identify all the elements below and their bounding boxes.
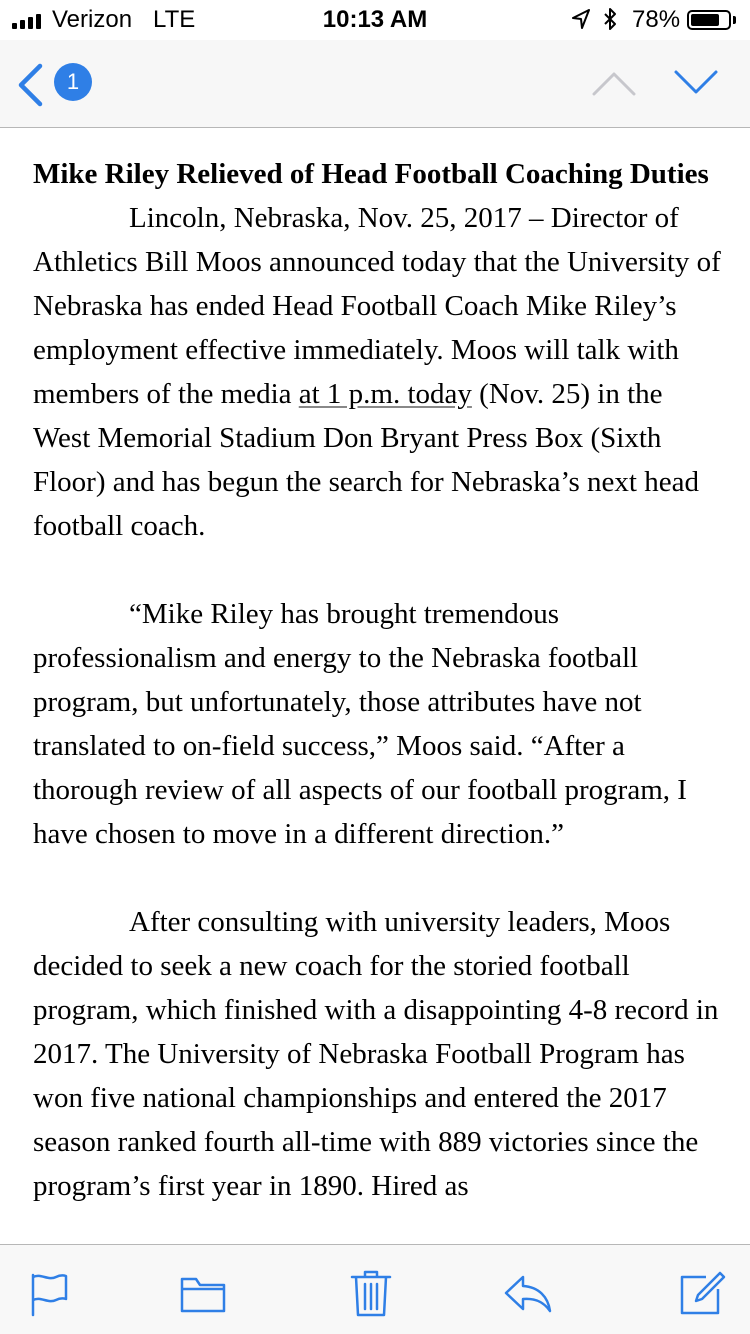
network-type: LTE: [153, 6, 196, 33]
email-paragraph-3: After consulting with university leaders, Moos decided to seek a new coach for the storied football program, which finished with a disappointing 4-8 record in 2017. The University of Nebraska Football Program has won five national championships and entered the 2017 season ranked fourth all-time with 889 victories since the program’s first year in 1890. Hired as: [33, 906, 719, 1202]
reply-icon[interactable]: [503, 1269, 553, 1317]
bluetooth-icon: [602, 7, 618, 31]
paragraph-1-text-a: Lincoln, Nebraska, Nov. 25, 2017 – Director of Athletics Bill Moos announced today that the University of Nebraska has ended Head Football Coach Mike Riley’s employment effective immediately. Moos will talk with members of the media: [33, 202, 721, 410]
location-icon: [572, 9, 590, 29]
compose-icon[interactable]: [676, 1269, 726, 1317]
flag-icon[interactable]: [26, 1269, 76, 1317]
mail-toolbar: [0, 1244, 750, 1334]
next-message-icon[interactable]: [672, 68, 720, 98]
unread-count-badge[interactable]: 1: [54, 63, 92, 101]
back-chevron-icon[interactable]: [14, 62, 48, 108]
carrier-name: Verizon: [52, 6, 133, 33]
folder-icon[interactable]: [178, 1269, 228, 1317]
email-body: [33, 152, 723, 1208]
paragraph-1-text-b: (Nov. 25) in the West Memorial Stadium Don Bryant Press Box (Sixth Floor) and has begun the search for Nebraska’s next head football coach.: [33, 378, 699, 542]
battery-icon: [687, 10, 731, 30]
event-time-link[interactable]: at 1 p.m. today: [298, 378, 472, 410]
trash-icon[interactable]: [346, 1269, 396, 1317]
mail-nav-bar: [0, 40, 750, 128]
battery-level-fill: [691, 14, 719, 26]
email-paragraph-1: [33, 196, 723, 548]
battery-percent: 78%: [632, 6, 681, 33]
battery-tip: [733, 16, 736, 24]
status-bar: [0, 0, 750, 40]
email-headline: Mike Riley Relieved of Head Football Coaching Duties: [33, 158, 709, 190]
email-paragraph-2: “Mike Riley has brought tremendous professionalism and energy to the Nebraska football program, but unfortunately, those attributes have not translated to on-field success,” Moos said. “After a thorough review of all aspects of our football program, I have chosen to move in a different direction.”: [33, 598, 687, 850]
status-time: 10:13 AM: [322, 6, 428, 33]
previous-message-icon[interactable]: [590, 68, 638, 98]
